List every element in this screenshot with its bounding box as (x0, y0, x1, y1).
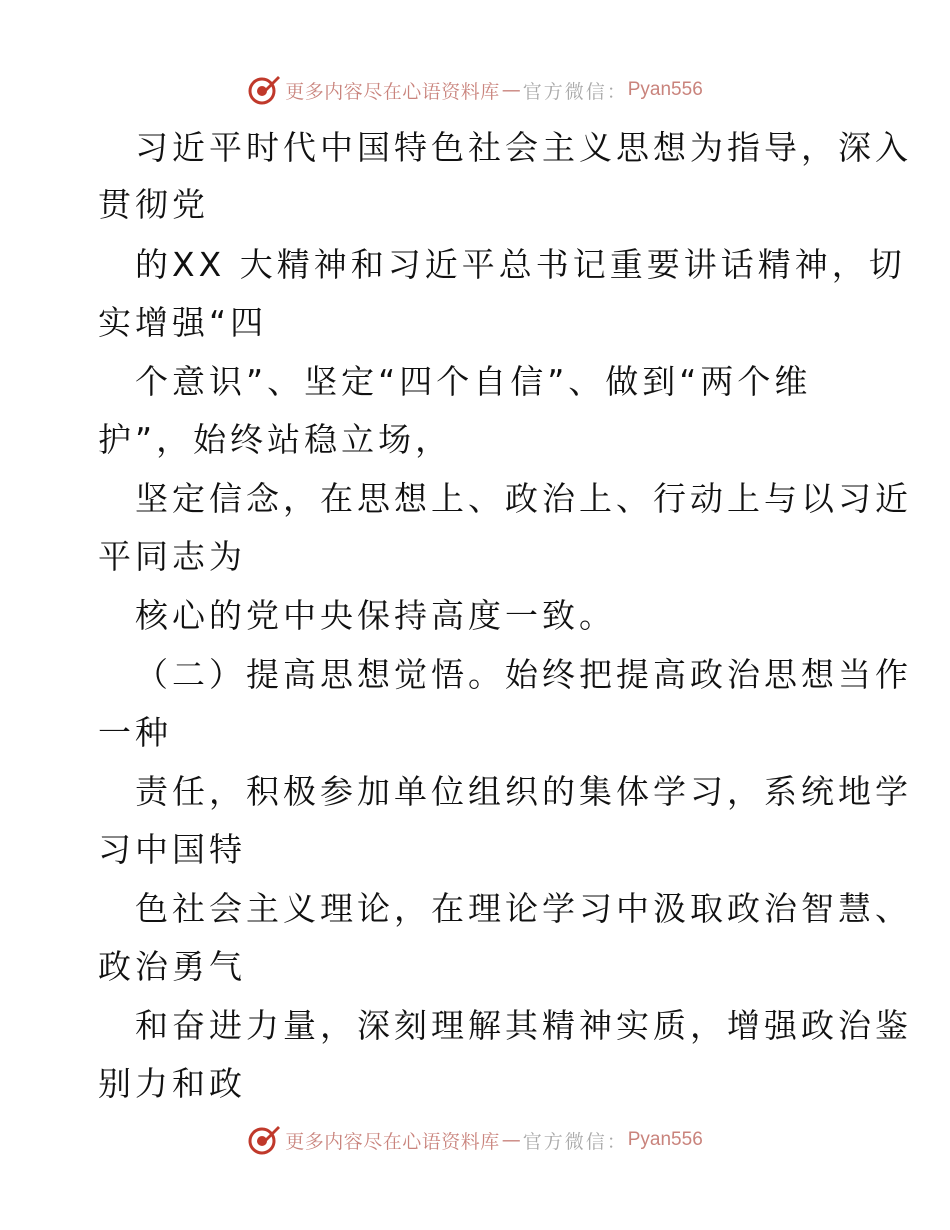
footer-banner (0, 1120, 950, 1160)
text-line: 个意识”、坚定“四个自信”、做到“两个维 (135, 362, 812, 401)
text-line: 色社会主义理论，在理论学习中汲取政治智慧、 (135, 889, 912, 928)
banner-dash: — (501, 1129, 521, 1151)
text-line: 一种 (98, 713, 172, 752)
pen-logo-icon (247, 73, 281, 107)
header-banner (0, 70, 950, 110)
banner-handle: Pyan556 (627, 79, 703, 100)
text-line: 习近平时代中国特色社会主义思想为指导，深入 (135, 128, 912, 167)
banner-text: 更多内容尽在心语资料库 (285, 1130, 500, 1153)
text-line: 责任，积极参加单位组织的集体学习，系统地学 (135, 772, 912, 811)
banner-handle: Pyan556 (627, 1129, 703, 1150)
text-line: 平同志为 (98, 537, 246, 576)
text-line: 坚定信念，在思想上、政治上、行动上与以习近 (135, 479, 912, 518)
text-line: 实增强“四 (98, 303, 268, 342)
text-line: 核心的党中央保持高度一致。 (135, 596, 616, 635)
banner-wechat-label: 官方微信： (522, 80, 628, 103)
text-line: （二）提高思想觉悟。始终把提高政治思想当作 (135, 655, 912, 694)
banner-dash: — (501, 79, 521, 101)
text-line: 习中国特 (98, 830, 246, 869)
text-line: 的XX 大精神和习近平总书记重要讲话精神，切 (135, 245, 906, 284)
text-line: 别力和政 (98, 1064, 246, 1103)
text-line: 政治勇气 (98, 947, 246, 986)
banner-text: 更多内容尽在心语资料库 (285, 80, 500, 103)
text-line: 贯彻党 (98, 185, 209, 224)
pen-logo-icon (247, 1123, 281, 1157)
text-line: 护”，始终站稳立场， (98, 420, 453, 459)
banner-wechat-label: 官方微信： (522, 1130, 628, 1153)
text-line: 和奋进力量，深刻理解其精神实质，增强政治鉴 (135, 1006, 912, 1045)
